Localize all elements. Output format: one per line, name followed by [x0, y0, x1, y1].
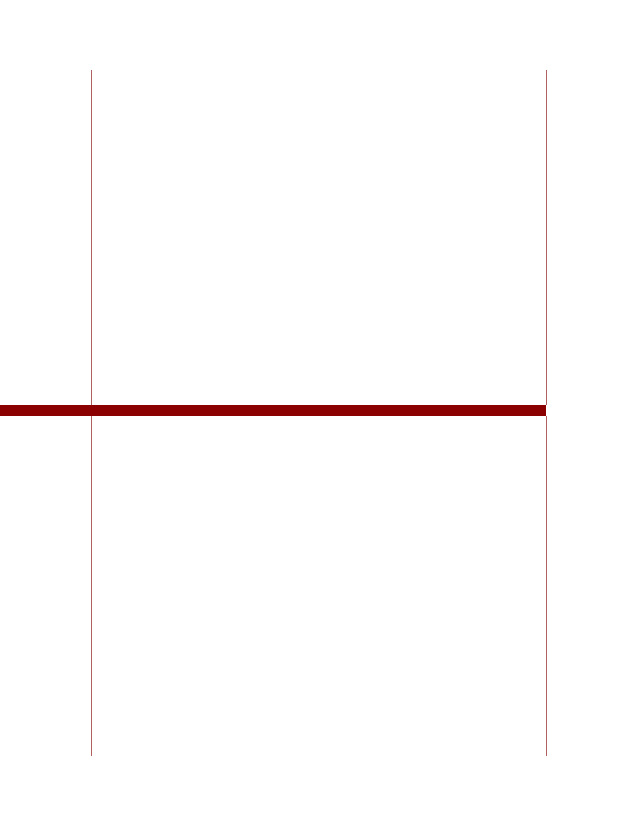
bottom-content [93, 423, 547, 756]
section-heading-bar [0, 405, 546, 416]
top-content [93, 75, 547, 405]
left-border-top [91, 70, 92, 405]
left-border-bottom [91, 416, 92, 756]
